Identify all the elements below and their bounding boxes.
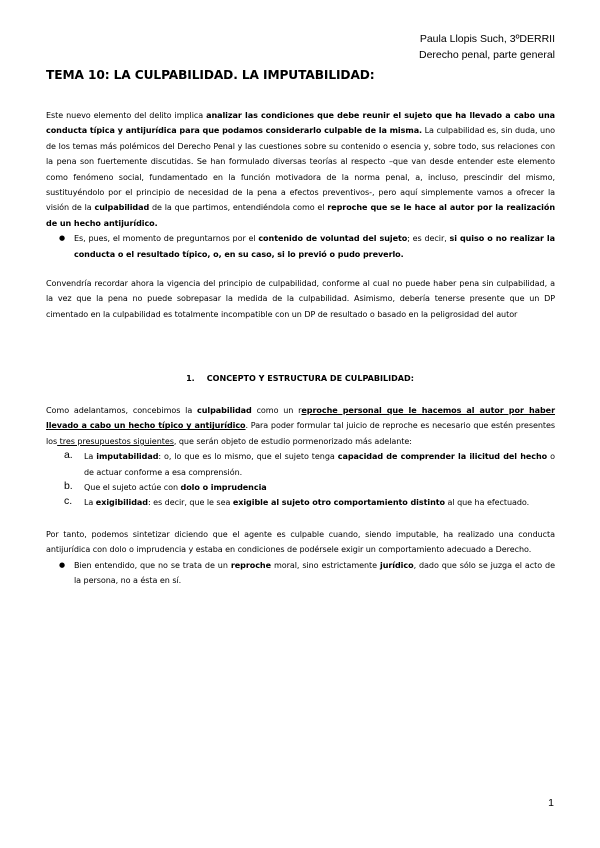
item-c-bold-1: exigibilidad xyxy=(95,498,148,508)
paragraph-principle xyxy=(46,276,555,322)
bullet1-text-2: ; es decir, xyxy=(407,234,450,244)
list-marker: c. xyxy=(64,495,73,508)
item-b-bold-1: dolo o imprudencia xyxy=(180,483,267,493)
intro-paragraph xyxy=(46,108,555,231)
bullet2-text-1: Bien entendido, que no se trata de un xyxy=(74,560,231,570)
concept-text-1: Como adelantamos, concebimos la xyxy=(46,406,198,415)
intro-bold-1: analizar las condiciones que debe reunir el sujeto que ha llevado a cabo una conducta típica y antijurídica para que podamos considerarlo culpable de la misma. xyxy=(46,111,555,136)
intro-text-3: de la que partimos, entendiéndola como el xyxy=(149,203,328,213)
list-item xyxy=(46,480,555,495)
item-b-text-1: Que el sujeto actúe con xyxy=(84,483,181,493)
header-author: Paula Llopis Such, 3ºDERRII xyxy=(419,33,555,45)
item-a-text-2: : o, lo que es lo mismo, que el sujeto tenga xyxy=(158,452,338,462)
item-a-text-3: o de actuar conforme a esa comprensión. xyxy=(84,452,556,477)
bullet2-bold-1: reproche xyxy=(230,560,271,570)
page-header xyxy=(419,31,555,63)
concept-block xyxy=(46,403,555,511)
section-number: 1. xyxy=(186,374,195,383)
intro-bold-2: culpabilidad xyxy=(94,203,150,213)
bullet1-bold-2: si quiso o no realizar la conducta o el resultado típico, o, en su caso, si lo previó o pudo preverlo. xyxy=(74,234,555,259)
list-item xyxy=(46,449,555,480)
intro-text-2: La culpabilidad es, sin duda, uno de los temas más polémicos del Derecho Penal y las cuestiones sobre su contenido o esencia y, sobre todo, sus relaciones con la pena son fuertemente discutidas. Se han formulado diversas teorías al respecto –que van desde entender este elemento como fenómeno social, fundamentado en la función motivadora de la norma penal, a, incluso, prescindir del mismo, sustituyéndolo por el principio de necesidad de la pena a efectos preventivos-, pero aquí simplemente vamos a ofrecer la visión de la xyxy=(46,126,555,213)
section-title: CONCEPTO Y ESTRUCTURA DE CULPABILIDAD: xyxy=(206,374,414,383)
principle-text: Convendría recordar ahora la vigencia del principio de culpabilidad, conforme al cual no puede haber pena sin culpabilidad, a la vez que la pena no puede sobrepasar la medida de la culpabilidad. Asimismo, debería tenerse presente que un DP cimentado en la culpabilidad es totalmente incompatible con un DP de resultado o basado en la peligrosidad del autor xyxy=(46,279,555,319)
section-heading xyxy=(0,374,600,383)
item-a-bold-1: imputabilidad xyxy=(96,452,159,462)
intro-text-1: Este nuevo elemento del delito implica xyxy=(46,111,207,120)
list-item xyxy=(46,558,555,589)
concept-bold-1: culpabilidad xyxy=(197,406,252,415)
concept-text-2: como un r xyxy=(251,406,302,415)
header-course: Derecho penal, parte general xyxy=(418,49,555,61)
bullet1-text-1: Es, pues, el momento de preguntarnos por el xyxy=(74,234,259,244)
list-item xyxy=(46,495,555,510)
item-c-bold-2: exigible al sujeto otro comportamiento distinto xyxy=(232,498,446,508)
bullet2-text-2: moral, sino estrictamente xyxy=(271,560,380,570)
intro-bold-3: reproche que se le hace al autor por la realización de un hecho antijurídico. xyxy=(46,203,555,228)
bullet2-text-3: , dado que sólo se juzga el acto de la persona, no a ésta en sí. xyxy=(74,560,555,586)
bullet-icon: ● xyxy=(59,560,66,569)
concept-underlined: tres presupuestos siguientes xyxy=(57,436,174,446)
bullet2-bold-2: jurídico xyxy=(380,560,414,570)
concept-paragraph xyxy=(46,403,555,449)
requirements-list xyxy=(46,449,555,511)
intro-block xyxy=(46,108,555,262)
item-c-text-3: al que ha efectuado. xyxy=(445,498,530,508)
item-a-text-1: La xyxy=(84,452,97,462)
list-item xyxy=(46,231,555,262)
summary-block xyxy=(46,527,555,589)
summary-paragraph: Por tanto, podemos sintetizar diciendo que el agente es culpable cuando, siendo imputable, ha realizado una conducta antijurídica con dolo o imprudencia y estaba en condiciones de podérsele exigir un comportamiento adecuado a Derecho. xyxy=(46,530,555,555)
concept-text-4: , que serán objeto de estudio pormenorizado más adelante: xyxy=(173,436,412,446)
item-c-text-2: : es decir, que le sea xyxy=(148,498,233,508)
bullet-icon: ● xyxy=(59,234,66,243)
item-c-text-1: La xyxy=(84,498,96,508)
bullet-list-1 xyxy=(46,231,555,262)
bullet-list-2 xyxy=(46,558,555,589)
concept-bold-underlined: eproche personal que le hacemos al autor por haber llevado a cabo un hecho típico y antijurídico xyxy=(46,406,555,431)
document-title: TEMA 10: LA CULPABILIDAD. LA IMPUTABILIDAD: xyxy=(46,68,375,82)
bullet1-bold-1: contenido de voluntad del sujeto xyxy=(258,234,408,244)
page-number: 1 xyxy=(548,797,554,809)
list-marker: a. xyxy=(64,449,73,462)
item-a-bold-2: capacidad de comprender la ilicitud del hecho xyxy=(337,452,548,462)
list-marker: b. xyxy=(64,480,73,493)
concept-text-3: . Para poder formular tal juicio de reproche es necesario que estén presentes los xyxy=(46,421,555,446)
